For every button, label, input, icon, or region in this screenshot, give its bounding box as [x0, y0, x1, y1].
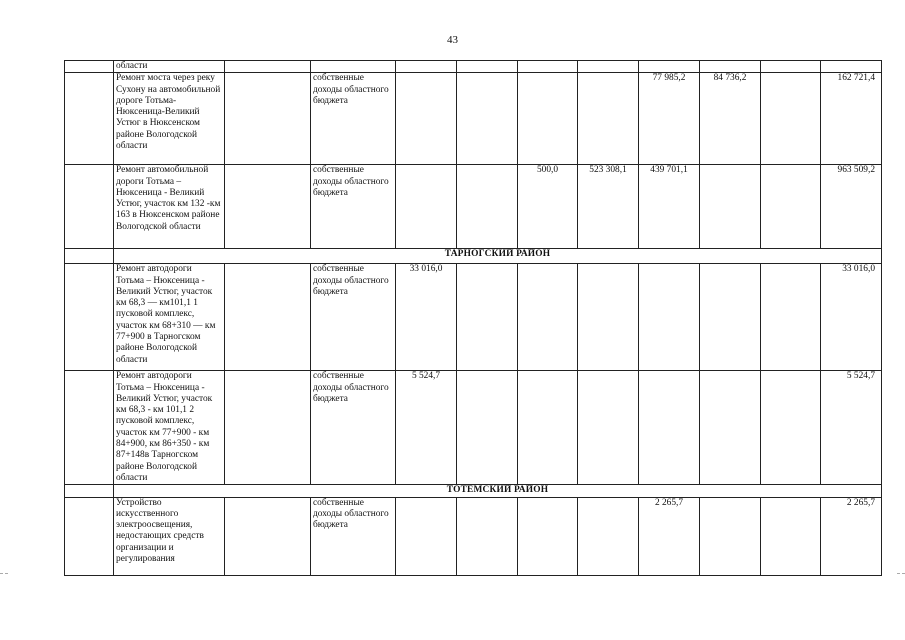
value-cell — [518, 61, 578, 73]
value-cell — [639, 264, 700, 371]
total-cell: 963 509,2 — [821, 165, 882, 249]
value-cell — [700, 371, 761, 485]
value-cell — [700, 264, 761, 371]
object-name-cell: Ремонт автомобильной дороги Тотьма – Нюксеница - Великий Устюг, участок км 132 -км 163 в Нюксенском районе Вологодской области — [114, 165, 225, 249]
value-cell — [700, 61, 761, 73]
value-cell — [761, 61, 821, 73]
object-name-cell: Ремонт автодороги Тотьма – Нюксеница - Великий Устюг, участок км 68,3 — км101,1 1 пусковой комплекс, участок км 68+310 — км 77+900 в Тарногском районе Вологодской области — [114, 264, 225, 371]
funding-source-cell: собственные доходы областного бюджета — [311, 165, 396, 249]
section-row — [65, 485, 882, 497]
value-cell — [578, 61, 639, 73]
value-cell — [578, 264, 639, 371]
value-cell — [639, 61, 700, 73]
object-name-cell: области — [114, 61, 225, 73]
value-cell: 2 265,7 — [639, 497, 700, 575]
value-cell — [578, 371, 639, 485]
value-cell: 84 736,2 — [700, 73, 761, 165]
value-cell — [396, 61, 457, 73]
value-cell — [457, 73, 518, 165]
value-cell: 33 016,0 — [396, 264, 457, 371]
margin-mark — [897, 573, 905, 574]
total-cell: 162 721,4 — [821, 73, 882, 165]
value-cell: 523 308,1 — [578, 165, 639, 249]
margin-mark — [0, 573, 8, 574]
object-name-cell: Устройство искусственного электроосвещения, недостающих средств организации и регулирования — [114, 497, 225, 575]
value-cell — [518, 371, 578, 485]
value-cell — [396, 165, 457, 249]
section-row — [65, 249, 882, 264]
value-cell — [518, 497, 578, 575]
value-cell — [578, 73, 639, 165]
funding-source-cell: собственные доходы областного бюджета — [311, 371, 396, 485]
value-cell — [457, 165, 518, 249]
value-cell — [700, 497, 761, 575]
total-cell: 5 524,7 — [821, 371, 882, 485]
value-cell: 439 701,1 — [639, 165, 700, 249]
value-cell — [457, 264, 518, 371]
budget-table — [64, 60, 882, 576]
page-number: 43 — [447, 34, 458, 46]
value-cell — [700, 165, 761, 249]
value-cell — [518, 73, 578, 165]
value-cell — [457, 61, 518, 73]
table-row — [65, 497, 882, 575]
table-row — [65, 61, 882, 73]
value-cell — [396, 73, 457, 165]
total-cell — [821, 61, 882, 73]
value-cell — [457, 371, 518, 485]
table-row — [65, 264, 882, 371]
section-heading: ТОТЕМСКИЙ РАЙОН — [114, 485, 882, 497]
total-cell: 2 265,7 — [821, 497, 882, 575]
funding-source-cell: собственные доходы областного бюджета — [311, 497, 396, 575]
value-cell — [761, 371, 821, 485]
table-row — [65, 73, 882, 165]
value-cell — [639, 371, 700, 485]
value-cell — [518, 264, 578, 371]
funding-source-cell: собственные доходы областного бюджета — [311, 264, 396, 371]
total-cell: 33 016,0 — [821, 264, 882, 371]
value-cell — [578, 497, 639, 575]
section-heading: ТАРНОГСКИЙ РАЙОН — [114, 249, 882, 264]
value-cell — [457, 497, 518, 575]
value-cell — [396, 497, 457, 575]
value-cell — [761, 264, 821, 371]
value-cell: 500,0 — [518, 165, 578, 249]
table-row — [65, 371, 882, 485]
table-row — [65, 165, 882, 249]
value-cell — [761, 165, 821, 249]
value-cell — [761, 497, 821, 575]
funding-source-cell: собственные доходы областного бюджета — [311, 73, 396, 165]
value-cell — [761, 73, 821, 165]
object-name-cell: Ремонт моста через реку Сухону на автомобильной дороге Тотьма-Нюксеница-Великий Устюг в Нюксенском районе Вологодской области — [114, 73, 225, 165]
object-name-cell: Ремонт автодороги Тотьма – Нюксеница - Великий Устюг, участок км 68,3 - км 101,1 2 пусковой комплекс, участок км 77+900 - км 84+900, км 86+350 - км 87+148в Тарногском районе Вологодской области — [114, 371, 225, 485]
funding-source-cell — [311, 61, 396, 73]
value-cell: 77 985,2 — [639, 73, 700, 165]
value-cell: 5 524,7 — [396, 371, 457, 485]
